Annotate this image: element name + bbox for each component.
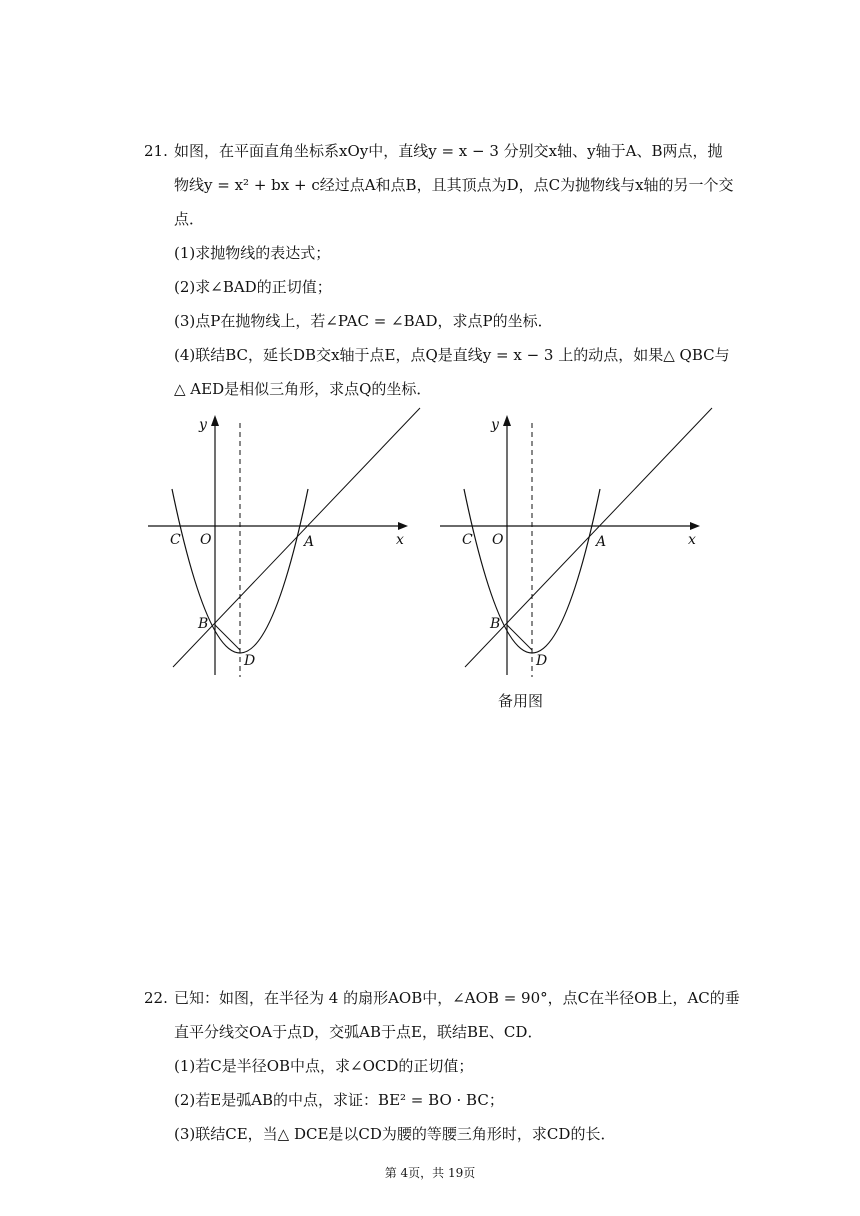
question-number: 21. <box>144 142 168 160</box>
label-y: y <box>491 417 499 433</box>
question-text-line: 直平分线交OA于点D，交弧AB于点E，联结BE、CD． <box>174 1023 543 1041</box>
sub-question-3: (3)联结CE，当△ DCE是以CD为腰的等腰三角形时，求CD的长． <box>174 1125 616 1143</box>
sub-question-2: (2)若E是弧AB的中点，求证：BE² = BO · BC； <box>174 1091 504 1109</box>
backup-figure-caption: 备用图 <box>498 692 544 710</box>
label-B: B <box>490 616 501 632</box>
label-C: C <box>462 532 473 548</box>
figure-parabola-backup <box>432 405 717 690</box>
label-O: O <box>200 532 212 548</box>
sub-question-2: (2)求∠BAD的正切值； <box>174 278 332 296</box>
question-text-line: △ AED是相似三角形，求点Q的坐标． <box>174 380 432 398</box>
sub-question-1: (1)求抛物线的表达式； <box>174 244 331 262</box>
label-C: C <box>170 532 181 548</box>
label-B: B <box>198 616 209 632</box>
label-D: D <box>536 653 548 669</box>
sub-question-3: (3)点P在抛物线上，若∠PAC = ∠BAD，求点P的坐标． <box>174 312 553 330</box>
label-D: D <box>244 653 256 669</box>
question-text-line: 如图，在平面直角坐标系xOy中，直线y = x − 3 分别交x轴、y轴于A、B两点，抛 <box>174 142 723 160</box>
question-number: 22. <box>144 989 168 1007</box>
label-x: x <box>688 532 696 548</box>
question-text-line: 物线y = x² + bx + c经过点A和点B，且其顶点为D，点C为抛物线与x轴的另一个交 <box>174 176 734 194</box>
sub-question-4: (4)联结BC，延长DB交x轴于点E，点Q是直线y = x − 3 上的动点，如果△ QBC与 <box>174 346 730 364</box>
figure-parabola-main <box>140 405 425 690</box>
question-text-line: 已知：如图，在半径为 4 的扇形AOB中，∠AOB = 90°，点C在半径OB上，AC的垂 <box>174 989 740 1007</box>
label-y: y <box>199 417 207 433</box>
question-text-line: 点． <box>174 210 205 228</box>
label-O: O <box>492 532 504 548</box>
page-footer: 第 4页，共 19页 <box>384 1166 476 1180</box>
label-A: A <box>596 534 607 550</box>
label-x: x <box>396 532 404 548</box>
sub-question-1: (1)若C是半径OB中点，求∠OCD的正切值； <box>174 1057 474 1075</box>
label-A: A <box>304 534 315 550</box>
